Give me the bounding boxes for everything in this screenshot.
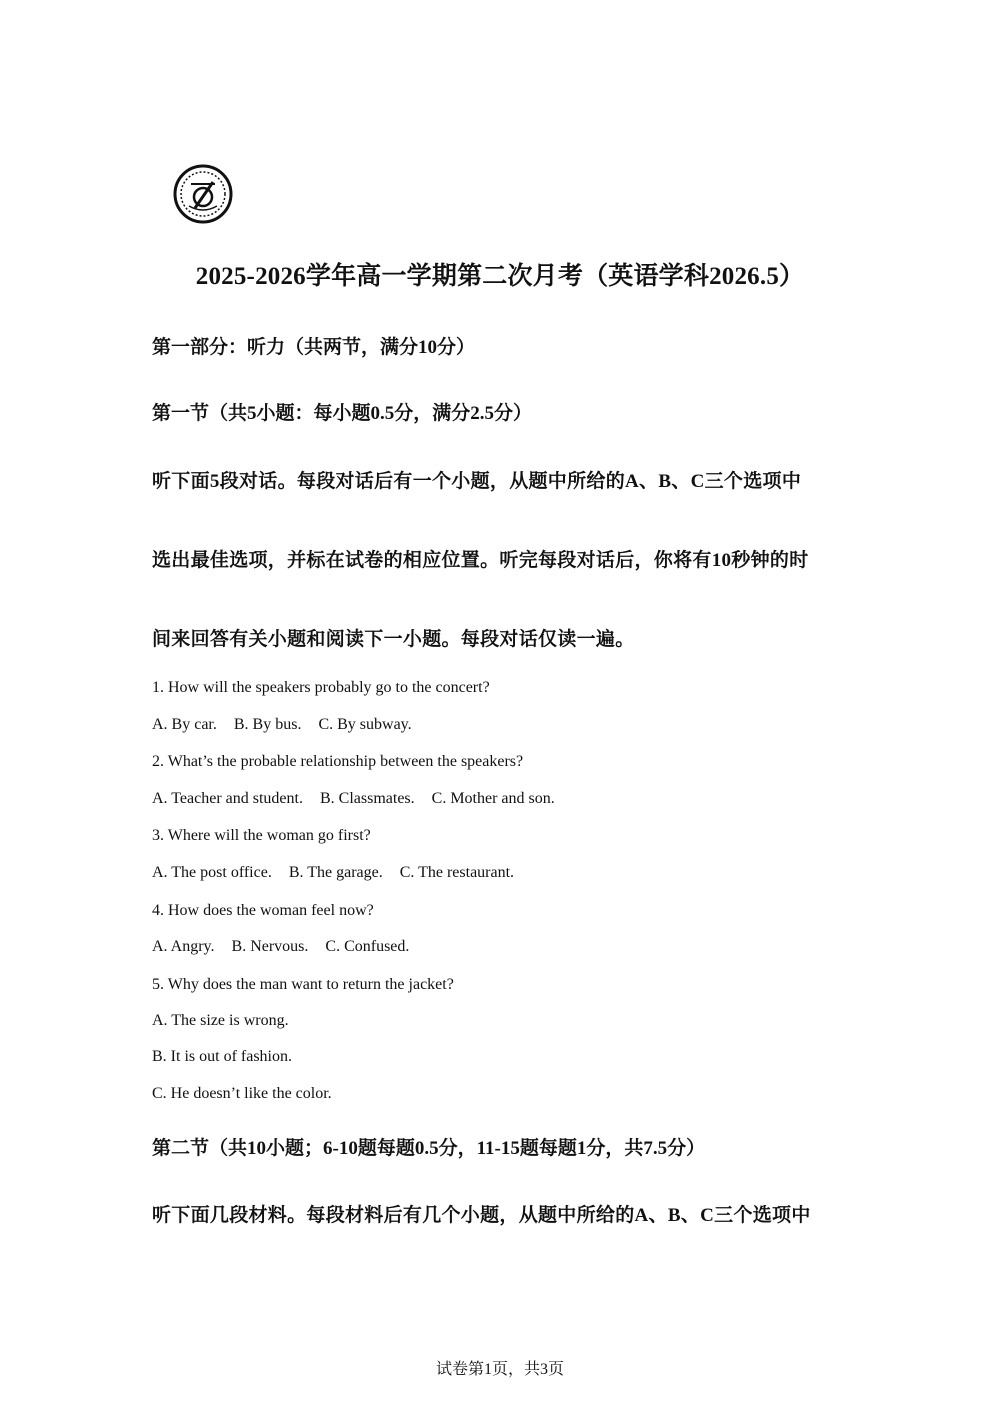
question-3-options xyxy=(152,864,514,882)
question-4-option-b: B. Nervous. xyxy=(231,938,309,955)
question-2-option-b: B. Classmates. xyxy=(319,790,415,807)
question-5-option-c: C. He doesn’t like the color. xyxy=(152,1085,332,1102)
question-4-option-c: C. Confused. xyxy=(325,938,410,955)
question-5-stem: 5. Why does the man want to return the jacket? xyxy=(152,976,454,993)
school-seal-icon xyxy=(171,162,235,226)
page-footer: 试卷第1页，共3页 xyxy=(435,1361,564,1378)
section1-heading: 第一节（共5小题：每小题0.5分，满分2.5分） xyxy=(152,403,533,424)
question-2-option-a: A. Teacher and student. xyxy=(152,790,303,807)
section1-instruction-line-3: 间来回答有关小题和阅读下一小题。每段对话仅读一遍。 xyxy=(152,629,635,650)
question-4-options xyxy=(152,938,409,956)
question-1-stem: 1. How will the speakers probably go to the concert? xyxy=(152,679,490,696)
section2-heading: 第二节（共10小题；6-10题每题0.5分，11-15题每题1分，共7.5分） xyxy=(152,1138,706,1159)
question-4-stem: 4. How does the woman feel now? xyxy=(152,902,374,919)
question-2-options xyxy=(152,790,555,808)
question-1-options xyxy=(152,716,412,734)
section1-instruction-line-1: 听下面5段对话。每段对话后有一个小题，从题中所给的A、B、C三个选项中 xyxy=(152,471,802,492)
question-3-option-c: C. The restaurant. xyxy=(399,864,515,881)
question-1-option-a: A. By car. xyxy=(152,716,217,733)
part1-heading: 第一部分：听力（共两节，满分10分） xyxy=(152,337,476,358)
question-2-stem: 2. What’s the probable relationship between the speakers? xyxy=(152,753,524,770)
section2-instruction-line-1: 听下面几段材料。每段材料后有几个小题，从题中所给的A、B、C三个选项中 xyxy=(152,1205,811,1226)
question-3-option-a: A. The post office. xyxy=(152,864,272,881)
question-5-option-b: B. It is out of fashion. xyxy=(152,1048,292,1065)
question-3-stem: 3. Where will the woman go first? xyxy=(152,827,371,844)
question-3-option-b: B. The garage. xyxy=(288,864,383,881)
exam-title: 2025-2026学年高一学期第二次月考（英语学科2026.5） xyxy=(195,263,805,290)
question-2-option-c: C. Mother and son. xyxy=(431,790,555,807)
question-4-option-a: A. Angry. xyxy=(152,938,215,955)
question-1-option-c: C. By subway. xyxy=(318,716,412,733)
question-1-option-b: B. By bus. xyxy=(233,716,302,733)
question-5-option-a: A. The size is wrong. xyxy=(152,1012,289,1029)
section1-instruction-line-2: 选出最佳选项，并标在试卷的相应位置。听完每段对话后，你将有10秒钟的时 xyxy=(152,550,809,571)
